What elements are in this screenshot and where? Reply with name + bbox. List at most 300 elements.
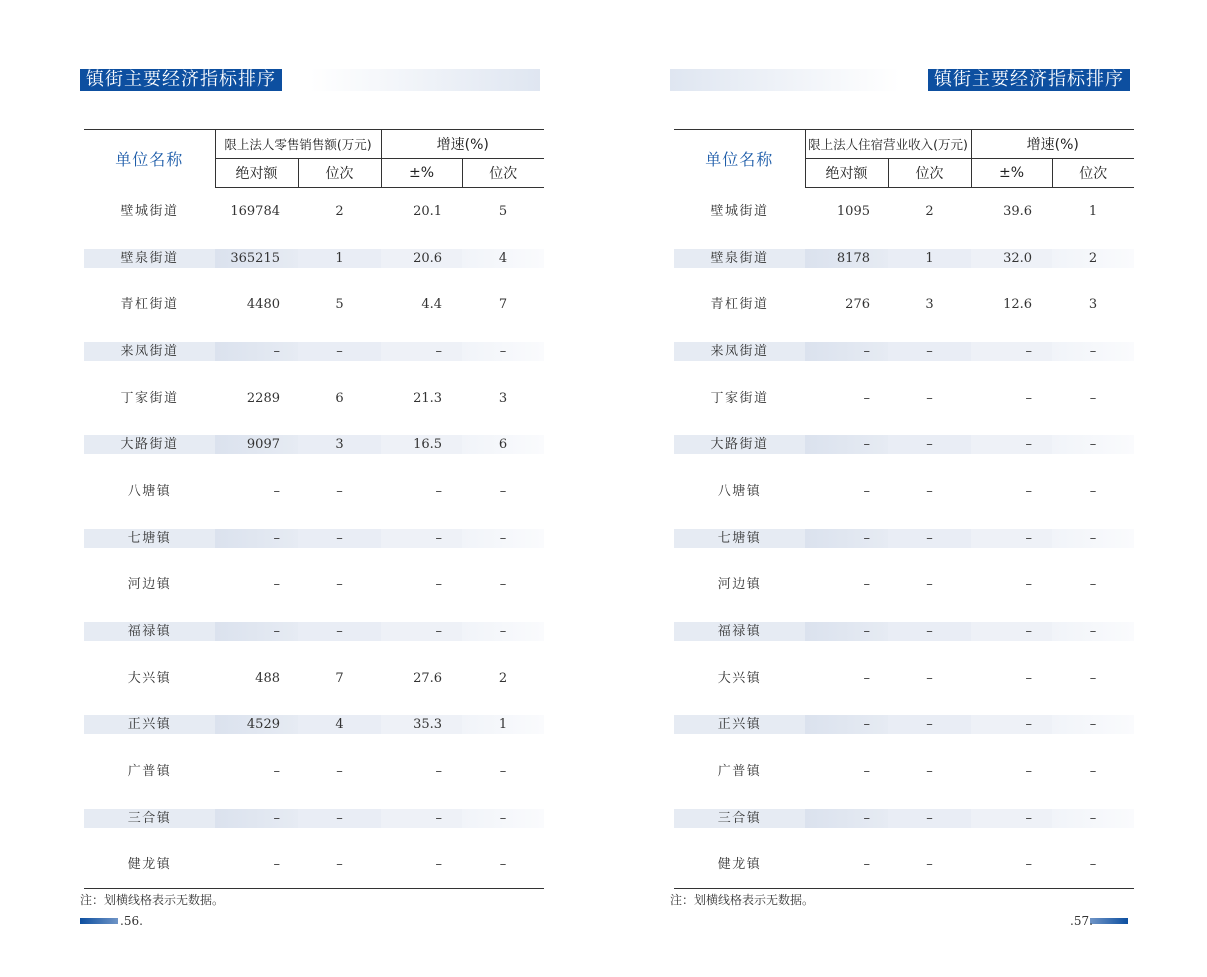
cell-absolute-text: – (273, 483, 280, 499)
cell-growth-rank (1052, 375, 1134, 422)
page-number: .57. (1070, 914, 1093, 928)
cell-absolute-text: – (215, 809, 298, 828)
table-row (84, 421, 544, 468)
table-row (84, 655, 544, 702)
title-bar (670, 69, 1130, 91)
cell-name-text: 大兴镇 (717, 670, 762, 686)
cell-name (84, 188, 215, 235)
column-header-name: 单位名称 (674, 130, 805, 188)
cell-absolute-text: – (805, 529, 888, 548)
table-row (674, 515, 1134, 562)
cell-percent (971, 235, 1052, 282)
table-row (84, 842, 544, 889)
cell-name-text: 河边镇 (127, 577, 172, 593)
cell-percent-text: – (381, 342, 462, 361)
cell-name-text: 来凤街道 (84, 342, 215, 361)
table-row (84, 795, 544, 842)
cell-percent-text: – (435, 764, 443, 780)
cell-percent (971, 421, 1052, 468)
table-row (674, 795, 1134, 842)
cell-growth-rank-text: – (499, 857, 507, 873)
cell-percent-text: – (435, 483, 443, 499)
cell-absolute-text: 1095 (836, 203, 870, 219)
cell-growth-rank (1052, 188, 1134, 235)
cell-rank-text: 1 (298, 249, 381, 268)
cell-name-text: 三合镇 (84, 809, 215, 828)
cell-absolute-text: – (863, 483, 870, 499)
cell-absolute-text: – (273, 577, 280, 593)
cell-absolute-text: – (273, 857, 280, 873)
cell-growth-rank (462, 842, 544, 889)
cell-name-text: 丁家街道 (710, 390, 769, 406)
cell-percent (971, 515, 1052, 562)
cell-name-text: 大路街道 (84, 435, 215, 454)
cell-growth-rank-text: – (462, 529, 544, 548)
cell-rank (888, 842, 971, 889)
cell-name-text: 壁城街道 (710, 203, 769, 219)
cell-rank (888, 608, 971, 655)
cell-growth-rank (1052, 562, 1134, 609)
cell-rank-text: 2 (925, 203, 934, 219)
cell-rank-text: 7 (335, 670, 344, 686)
cell-growth-rank-text: – (1089, 857, 1097, 873)
cell-growth-rank-text: 6 (462, 435, 544, 454)
cell-name-text: 大路街道 (674, 435, 805, 454)
cell-absolute (805, 795, 888, 842)
cell-name (674, 515, 805, 562)
cell-growth-rank-text: – (1052, 342, 1134, 361)
cell-percent-text: – (381, 622, 462, 641)
cell-percent-text: – (971, 435, 1052, 454)
cell-growth-rank-text: – (1089, 764, 1097, 780)
cell-absolute-text: – (215, 622, 298, 641)
cell-absolute (215, 188, 298, 235)
cell-percent (381, 188, 462, 235)
table-row (674, 375, 1134, 422)
cell-rank-text: – (926, 390, 933, 406)
cell-growth-rank (462, 468, 544, 515)
table-row (674, 562, 1134, 609)
cell-absolute (215, 328, 298, 375)
cell-absolute (805, 328, 888, 375)
cell-absolute (805, 235, 888, 282)
cell-growth-rank-text: 5 (498, 203, 508, 219)
cell-rank (298, 655, 381, 702)
cell-absolute-text: 4480 (246, 297, 280, 313)
column-header-growth: 增速(%) (381, 130, 544, 159)
cell-name (84, 795, 215, 842)
table-row (674, 748, 1134, 795)
cell-name (674, 748, 805, 795)
cell-percent (381, 702, 462, 749)
cell-percent (971, 748, 1052, 795)
cell-name (674, 188, 805, 235)
cell-rank (298, 515, 381, 562)
table-row (84, 328, 544, 375)
cell-rank-text: 1 (888, 249, 971, 268)
cell-growth-rank-text: – (1089, 483, 1097, 499)
cell-percent (971, 655, 1052, 702)
cell-name (674, 562, 805, 609)
cell-growth-rank (462, 702, 544, 749)
cell-growth-rank-text: 2 (1052, 249, 1134, 268)
cell-absolute (215, 468, 298, 515)
cell-growth-rank-text: 3 (1088, 297, 1098, 313)
cell-rank-text: – (298, 342, 381, 361)
cell-percent-text: – (971, 715, 1052, 734)
table-row (674, 468, 1134, 515)
cell-name (84, 328, 215, 375)
cell-growth-rank (462, 515, 544, 562)
cell-rank (888, 655, 971, 702)
column-header-growth-rank: 位次 (1052, 159, 1134, 188)
cell-growth-rank-text: – (499, 764, 507, 780)
cell-growth-rank-text: – (1052, 435, 1134, 454)
cell-name (84, 842, 215, 889)
cell-name-text: 健龙镇 (717, 857, 762, 873)
cell-name-text: 丁家街道 (120, 390, 179, 406)
cell-percent-text: – (971, 529, 1052, 548)
cell-percent (381, 421, 462, 468)
column-header-metric: 限上法人住宿营业收入(万元) (805, 130, 971, 159)
cell-absolute-text: – (863, 390, 870, 406)
cell-name-text: 三合镇 (674, 809, 805, 828)
cell-absolute-text: – (863, 764, 870, 780)
cell-percent (971, 842, 1052, 889)
cell-absolute-text: – (215, 529, 298, 548)
cell-percent-text: – (971, 809, 1052, 828)
cell-rank (888, 235, 971, 282)
cell-growth-rank (462, 608, 544, 655)
cell-percent-text: 20.6 (381, 249, 462, 268)
cell-name-text: 健龙镇 (127, 857, 172, 873)
cell-rank (298, 235, 381, 282)
cell-absolute (215, 375, 298, 422)
cell-percent (381, 748, 462, 795)
cell-absolute (215, 515, 298, 562)
cell-percent (971, 188, 1052, 235)
cell-name-text: 壁城街道 (120, 203, 179, 219)
cell-percent-text: – (435, 857, 443, 873)
cell-growth-rank (1052, 655, 1134, 702)
table-row (674, 421, 1134, 468)
cell-rank-text: 3 (925, 297, 934, 313)
cell-percent (971, 375, 1052, 422)
cell-percent (971, 608, 1052, 655)
cell-name (674, 328, 805, 375)
cell-percent-text: 16.5 (381, 435, 462, 454)
cell-percent (971, 328, 1052, 375)
cell-absolute-text: – (805, 715, 888, 734)
table-row (84, 235, 544, 282)
right-page (670, 0, 1140, 977)
cell-rank (298, 608, 381, 655)
cell-rank (888, 562, 971, 609)
cell-percent (381, 655, 462, 702)
cell-absolute (805, 748, 888, 795)
left-page (80, 0, 550, 977)
cell-growth-rank (1052, 702, 1134, 749)
cell-name-text: 正兴镇 (84, 715, 215, 734)
cell-growth-rank (462, 188, 544, 235)
column-header-absolute: 绝对额 (215, 159, 298, 188)
cell-absolute-text: 365215 (215, 249, 298, 268)
cell-rank-text: 3 (298, 435, 381, 454)
cell-growth-rank-text: – (1089, 670, 1097, 686)
cell-absolute (215, 235, 298, 282)
cell-rank (888, 795, 971, 842)
cell-growth-rank-text: – (1052, 529, 1134, 548)
cell-percent (381, 515, 462, 562)
cell-percent-text: – (1025, 764, 1033, 780)
cell-rank-text: – (298, 809, 381, 828)
table-row (674, 655, 1134, 702)
cell-percent (381, 375, 462, 422)
cell-rank-text: – (336, 857, 343, 873)
cell-percent (381, 608, 462, 655)
cell-name-text: 壁泉街道 (84, 249, 215, 268)
table-body (674, 188, 1134, 889)
cell-growth-rank-text: – (462, 342, 544, 361)
cell-absolute-text: – (273, 764, 280, 780)
cell-name (84, 608, 215, 655)
table-row (84, 281, 544, 328)
table-row (674, 188, 1134, 235)
cell-growth-rank (462, 235, 544, 282)
table-row (674, 328, 1134, 375)
cell-name (674, 842, 805, 889)
cell-name (84, 562, 215, 609)
cell-rank-text: – (926, 857, 933, 873)
cell-absolute (805, 375, 888, 422)
column-header-metric: 限上法人零售销售额(万元) (215, 130, 381, 159)
cell-absolute (805, 515, 888, 562)
cell-growth-rank (1052, 515, 1134, 562)
cell-name (84, 748, 215, 795)
cell-rank (888, 748, 971, 795)
cell-growth-rank (462, 281, 544, 328)
cell-rank (298, 748, 381, 795)
cell-percent (381, 842, 462, 889)
cell-growth-rank (462, 421, 544, 468)
cell-name-text: 青杠街道 (710, 297, 769, 313)
cell-name-text: 八塘镇 (127, 483, 172, 499)
cell-growth-rank-text: – (1089, 390, 1097, 406)
cell-name (674, 235, 805, 282)
cell-percent (381, 328, 462, 375)
cell-name (674, 795, 805, 842)
cell-absolute (215, 795, 298, 842)
cell-rank (298, 795, 381, 842)
table-row (674, 842, 1134, 889)
cell-percent (381, 468, 462, 515)
cell-percent (971, 468, 1052, 515)
cell-growth-rank (1052, 748, 1134, 795)
cell-growth-rank-text: – (1052, 622, 1134, 641)
cell-rank-text: – (888, 622, 971, 641)
cell-growth-rank (1052, 468, 1134, 515)
column-header-name: 单位名称 (84, 130, 215, 188)
cell-name (674, 655, 805, 702)
cell-absolute (805, 188, 888, 235)
cell-absolute-text: – (805, 342, 888, 361)
cell-growth-rank (462, 562, 544, 609)
cell-absolute (215, 281, 298, 328)
cell-growth-rank-text: – (499, 577, 507, 593)
cell-rank-text: – (888, 435, 971, 454)
cell-rank (298, 842, 381, 889)
cell-growth-rank (1052, 235, 1134, 282)
cell-absolute-text: – (805, 622, 888, 641)
cell-growth-rank (462, 748, 544, 795)
cell-growth-rank (1052, 328, 1134, 375)
cell-percent-text: 35.3 (381, 715, 462, 734)
cell-growth-rank-text: – (1052, 715, 1134, 734)
cell-rank-text: – (336, 483, 343, 499)
cell-percent-text: – (1025, 483, 1033, 499)
table-row (674, 608, 1134, 655)
cell-name (84, 235, 215, 282)
cell-rank-text: – (926, 577, 933, 593)
cell-absolute (215, 655, 298, 702)
table-body (84, 188, 544, 889)
cell-absolute-text: – (215, 342, 298, 361)
cell-rank (298, 421, 381, 468)
cell-name (674, 421, 805, 468)
cell-name-text: 福禄镇 (84, 622, 215, 641)
cell-name (674, 468, 805, 515)
cell-name (84, 468, 215, 515)
cell-name-text: 广普镇 (717, 764, 762, 780)
cell-growth-rank (462, 795, 544, 842)
column-header-percent: ±% (381, 159, 462, 188)
cell-absolute-text: – (805, 435, 888, 454)
cell-growth-rank-text: – (1089, 577, 1097, 593)
table-row (84, 515, 544, 562)
cell-name (84, 421, 215, 468)
cell-name-text: 正兴镇 (674, 715, 805, 734)
cell-absolute (215, 608, 298, 655)
cell-percent-text: – (435, 577, 443, 593)
cell-percent-text: – (381, 809, 462, 828)
cell-rank (888, 188, 971, 235)
table-row (84, 562, 544, 609)
cell-growth-rank-text: – (1052, 809, 1134, 828)
cell-rank-text: – (926, 670, 933, 686)
cell-rank (298, 328, 381, 375)
cell-growth-rank (462, 328, 544, 375)
cell-rank-text: 4 (298, 715, 381, 734)
cell-absolute-text: 4529 (215, 715, 298, 734)
table-row (84, 375, 544, 422)
cell-growth-rank-text: – (499, 483, 507, 499)
cell-absolute-text: 276 (845, 297, 870, 313)
cell-name (674, 281, 805, 328)
cell-absolute-text: – (863, 670, 870, 686)
cell-name-text: 七塘镇 (674, 529, 805, 548)
table-row (84, 702, 544, 749)
cell-percent-text: – (1025, 390, 1033, 406)
cell-growth-rank-text: – (462, 622, 544, 641)
cell-percent-text: – (971, 622, 1052, 641)
page-title: 镇街主要经济指标排序 (80, 69, 282, 91)
table-row (84, 468, 544, 515)
cell-percent-text: 21.3 (413, 390, 443, 406)
cell-absolute (805, 842, 888, 889)
page-number-bar (80, 918, 118, 924)
cell-rank (888, 421, 971, 468)
table-row (674, 235, 1134, 282)
cell-absolute-text: 9097 (215, 435, 298, 454)
cell-absolute-text: 169784 (230, 203, 280, 219)
cell-absolute (805, 655, 888, 702)
lodging-revenue-table (674, 129, 1134, 889)
cell-rank (298, 468, 381, 515)
cell-growth-rank (1052, 842, 1134, 889)
cell-rank-text: – (336, 577, 343, 593)
cell-absolute-text: 8178 (805, 249, 888, 268)
table-row (84, 608, 544, 655)
cell-percent-text: 12.6 (1003, 297, 1033, 313)
cell-name-text: 大兴镇 (127, 670, 172, 686)
cell-name-text: 青杠街道 (120, 297, 179, 313)
cell-absolute (215, 748, 298, 795)
cell-name (84, 655, 215, 702)
cell-growth-rank (462, 655, 544, 702)
cell-absolute (215, 842, 298, 889)
cell-percent-text: – (971, 342, 1052, 361)
cell-rank-text: – (926, 764, 933, 780)
cell-growth-rank (1052, 608, 1134, 655)
cell-growth-rank-text: – (462, 809, 544, 828)
cell-growth-rank (462, 375, 544, 422)
cell-percent (971, 702, 1052, 749)
cell-absolute-text: – (863, 857, 870, 873)
cell-absolute (805, 702, 888, 749)
column-header-growth-rank: 位次 (462, 159, 544, 188)
cell-rank (298, 702, 381, 749)
cell-rank (298, 562, 381, 609)
cell-rank-text: – (888, 715, 971, 734)
cell-growth-rank-text: 3 (498, 390, 508, 406)
cell-percent-text: 32.0 (971, 249, 1052, 268)
cell-growth-rank-text: 1 (1088, 203, 1098, 219)
cell-percent (381, 562, 462, 609)
cell-name-text: 来凤街道 (674, 342, 805, 361)
cell-percent-text: – (381, 529, 462, 548)
retail-sales-table (84, 129, 544, 889)
cell-growth-rank (1052, 421, 1134, 468)
cell-percent-text: 27.6 (413, 670, 443, 686)
cell-absolute (805, 281, 888, 328)
cell-absolute-text: – (805, 809, 888, 828)
cell-percent-text: 20.1 (413, 203, 443, 219)
cell-percent (381, 281, 462, 328)
cell-rank (888, 702, 971, 749)
page-title: 镇街主要经济指标排序 (928, 69, 1130, 91)
footnote: 注：划横线格表示无数据。 (80, 893, 225, 907)
cell-percent-text: 4.4 (421, 297, 443, 313)
column-header-rank: 位次 (298, 159, 381, 188)
column-header-rank: 位次 (888, 159, 971, 188)
cell-absolute (215, 562, 298, 609)
cell-percent-text: – (1025, 670, 1033, 686)
cell-name (84, 281, 215, 328)
cell-rank-text: – (926, 483, 933, 499)
table-row (674, 702, 1134, 749)
cell-name (674, 608, 805, 655)
cell-name-text: 广普镇 (127, 764, 172, 780)
